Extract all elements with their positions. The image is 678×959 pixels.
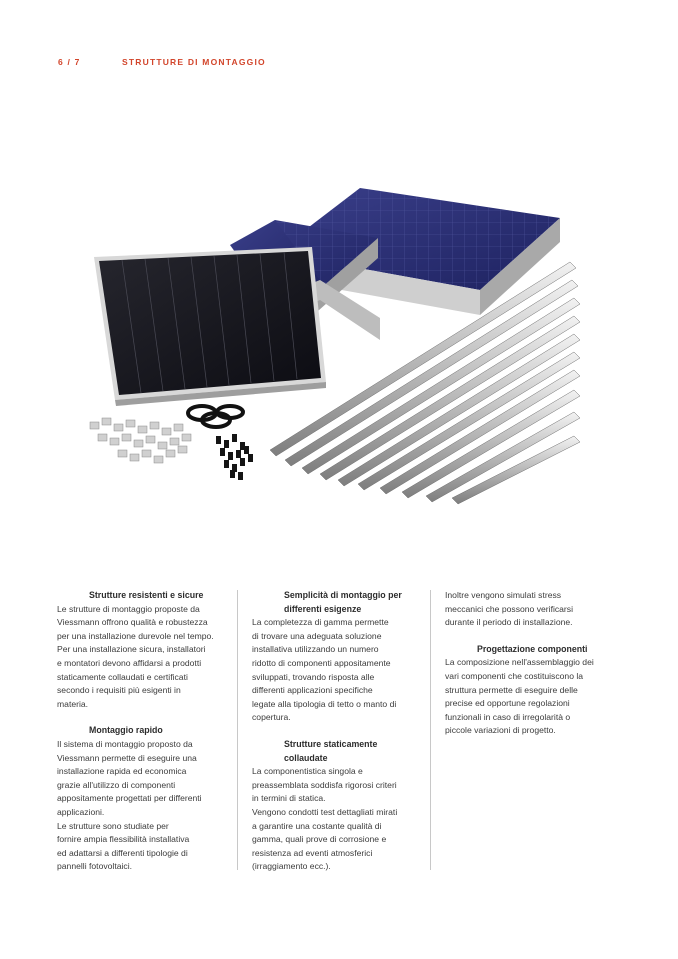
text-line: installativa utilizzando un numero — [252, 644, 379, 655]
text-line: e montatori devono affidarsi a prodotti — [57, 657, 202, 668]
heading-montaggio-rapido: Montaggio rapido — [89, 725, 163, 736]
text-line: installazione rapida ed economica — [57, 766, 187, 777]
text-line: a garantire una costante qualità di — [252, 820, 382, 831]
text-line: fornire ampia flessibilità installativa — [57, 834, 190, 845]
page-number: 6 / 7 — [58, 57, 81, 67]
text-line: Il sistema di montaggio proposto da — [57, 738, 193, 749]
page-header — [58, 57, 266, 67]
column-divider — [237, 590, 238, 870]
heading-semplicita: differenti esigenze — [284, 603, 362, 614]
heading-strutture-collaudate: collaudate — [284, 752, 328, 763]
text-line: appositamente progettati per differenti — [57, 793, 202, 804]
text-line: materia. — [57, 698, 89, 709]
text-line: durante il periodo di installazione. — [445, 617, 573, 628]
text-line: secondo i requisiti più esigenti in — [57, 685, 181, 696]
text-line: grazie all'utilizzo di componenti — [57, 779, 176, 790]
text-line: resistenza ad eventi atmosferici — [252, 847, 373, 858]
text-line: Per una installazione sicura, installatori — [57, 644, 206, 655]
text-column-2 — [252, 589, 420, 874]
text-line: applicazioni. — [57, 806, 105, 817]
text-line: piccole variazioni di progetto. — [445, 725, 556, 736]
text-line: di trovare una adeguata soluzione — [252, 630, 382, 641]
section-title: STRUTTURE DI MONTAGGIO — [122, 57, 266, 67]
heading-progettazione: Progettazione componenti — [477, 643, 588, 654]
text-line: precise ed opportune regolazioni — [445, 698, 570, 709]
text-line: pannelli fotovoltaici. — [57, 861, 133, 872]
cable-coils — [188, 406, 243, 427]
text-line: meccanici che possono verificarsi — [445, 603, 574, 614]
text-line: ed adattarsi a differenti tipologie di — [57, 847, 188, 858]
heading-strutture-collaudate: Strutture staticamente — [284, 738, 378, 749]
text-line: vari componenti che costituiscono la — [445, 670, 584, 681]
text-line: Viessmann offrono qualità e robustezza — [57, 617, 208, 628]
text-line: sviluppati, trovando risposta alle — [252, 671, 375, 682]
text-line: Le strutture sono studiate per — [57, 820, 169, 831]
text-line: copertura. — [252, 712, 291, 723]
text-line: La componentistica singola e — [252, 766, 363, 777]
text-line: struttura permette di eseguire delle — [445, 684, 578, 695]
clamps — [90, 418, 191, 463]
text-line: funzionali in caso di irregolarità o — [445, 711, 571, 722]
bolts — [216, 434, 253, 480]
text-line: ridotto di componenti appositamente — [252, 657, 391, 668]
text-line: staticamente collaudati e certificati — [57, 671, 188, 682]
text-column-3 — [445, 589, 615, 738]
product-photo — [80, 150, 580, 510]
heading-strutture-resistenti: Strutture resistenti e sicure — [89, 590, 204, 600]
text-line: in termini di statica. — [252, 793, 326, 804]
column-divider — [430, 590, 431, 870]
text-line: Viessmann permette di eseguire una — [57, 752, 197, 763]
text-line: La completezza di gamma permette — [252, 617, 389, 628]
text-line: La composizione nell'assemblaggio dei — [445, 657, 594, 668]
panel-front — [94, 247, 326, 406]
text-line: differenti applicazioni specifiche — [252, 685, 373, 696]
text-column-1 — [57, 589, 225, 874]
text-line: preassemblata soddisfa rigorosi criteri — [252, 779, 397, 790]
text-line: gamma, quali prove di corrosione e — [252, 834, 387, 845]
text-line: legate alla tipologia di tetto o manto di — [252, 698, 397, 709]
text-line: Inoltre vengono simulati stress — [445, 590, 562, 600]
heading-semplicita: Semplicità di montaggio per — [284, 590, 402, 600]
text-line: Le strutture di montaggio proposte da — [57, 603, 200, 614]
text-line: per una installazione durevole nel tempo. — [57, 630, 214, 641]
text-line: Vengono condotti test dettagliati mirati — [252, 806, 398, 817]
text-line: (irraggiamento ecc.). — [252, 861, 331, 872]
